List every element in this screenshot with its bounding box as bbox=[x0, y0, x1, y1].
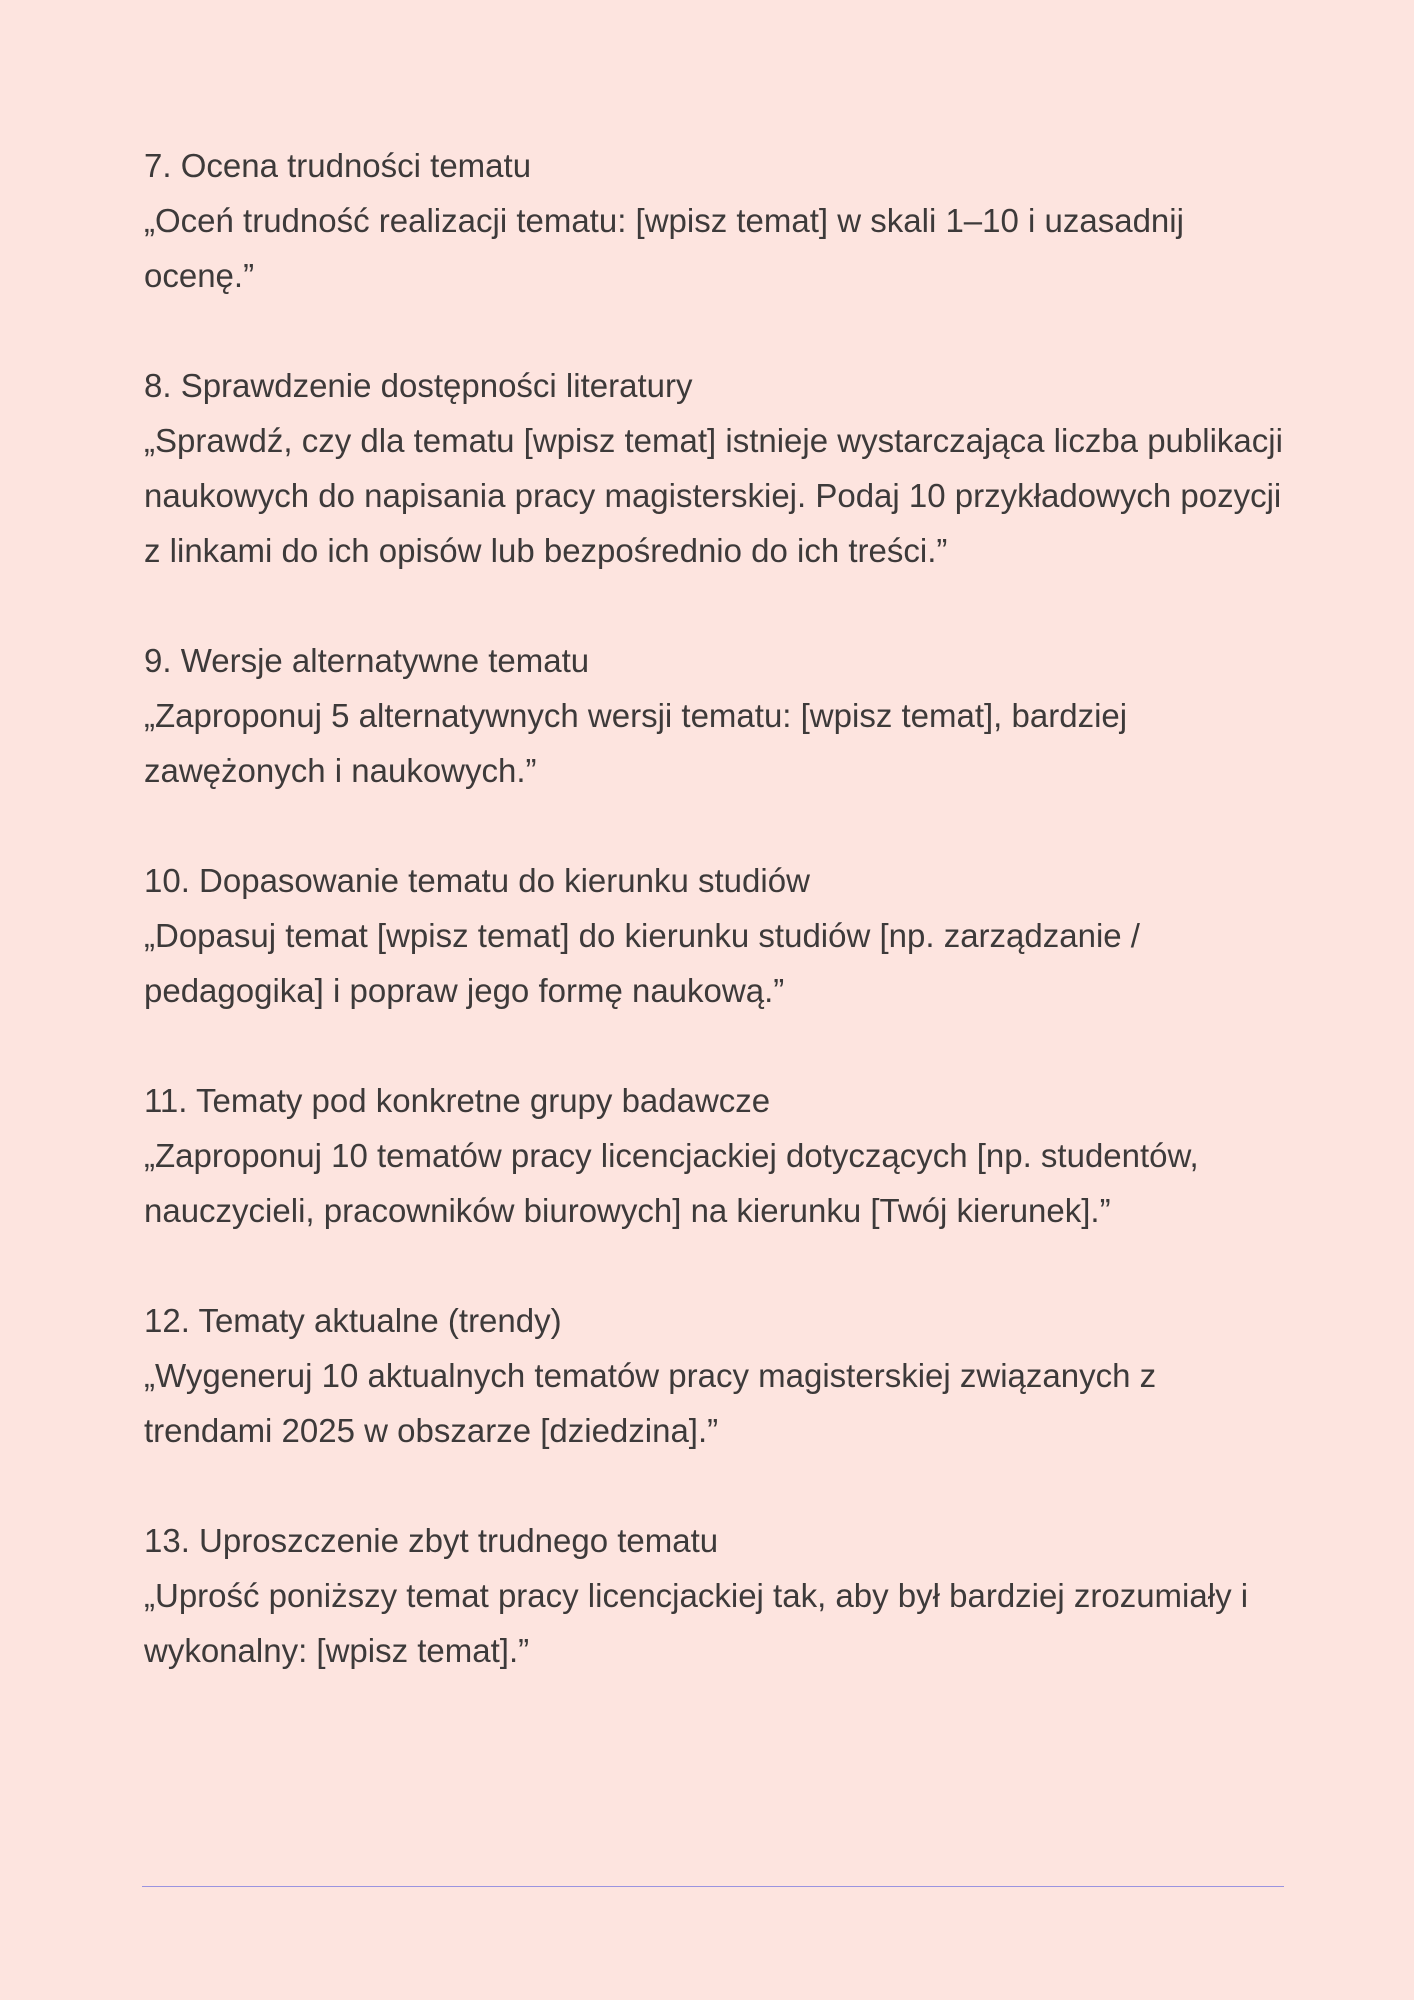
section-heading: 7. Ocena trudności tematu bbox=[144, 147, 532, 184]
prompt-section-11 bbox=[144, 1073, 1284, 1238]
section-heading: 8. Sprawdzenie dostępności literatury bbox=[144, 367, 693, 404]
prompt-section-7 bbox=[144, 138, 1284, 303]
section-heading: 9. Wersje alternatywne tematu bbox=[144, 642, 590, 679]
section-heading: 13. Uproszczenie zbyt trudnego tematu bbox=[144, 1522, 719, 1559]
section-prompt-text: „Sprawdź, czy dla tematu [wpisz temat] istnieje wystarczająca liczba publikacji naukowych do napisania pracy magisterskiej. Podaj 10 przykładowych pozycji z linkami do ich opisów lub bezpośrednio do ich treści.” bbox=[144, 422, 1283, 569]
prompt-section-9 bbox=[144, 633, 1284, 798]
section-prompt-text: „Uprość poniższy temat pracy licencjackiej tak, aby był bardziej zrozumiały i wykonalny: [wpisz temat].” bbox=[144, 1577, 1249, 1669]
section-heading: 10. Dopasowanie tematu do kierunku studiów bbox=[144, 862, 810, 899]
section-prompt-text: „Wygeneruj 10 aktualnych tematów pracy magisterskiej związanych z trendami 2025 w obszarze [dziedzina].” bbox=[144, 1357, 1157, 1449]
section-heading: 11. Tematy pod konkretne grupy badawcze bbox=[144, 1082, 771, 1119]
section-prompt-text: „Oceń trudność realizacji tematu: [wpisz temat] w skali 1–10 i uzasadnij ocenę.” bbox=[144, 202, 1184, 294]
section-prompt-text: „Zaproponuj 10 tematów pracy licencjackiej dotyczących [np. studentów, nauczycieli, pracowników biurowych] na kierunku [Twój kierunek].” bbox=[144, 1137, 1199, 1229]
prompt-section-13 bbox=[144, 1513, 1284, 1678]
prompt-section-10 bbox=[144, 853, 1284, 1018]
section-prompt-text: „Zaproponuj 5 alternatywnych wersji tematu: [wpisz temat], bardziej zawężonych i naukowych.” bbox=[144, 697, 1128, 789]
prompt-section-12 bbox=[144, 1293, 1284, 1458]
document-body bbox=[144, 138, 1284, 1733]
section-heading: 12. Tematy aktualne (trendy) bbox=[144, 1302, 562, 1339]
footer-divider bbox=[142, 1886, 1284, 1887]
prompt-section-8 bbox=[144, 358, 1284, 578]
section-prompt-text: „Dopasuj temat [wpisz temat] do kierunku studiów [np. zarządzanie / pedagogika] i popraw jego formę naukową.” bbox=[144, 917, 1140, 1009]
